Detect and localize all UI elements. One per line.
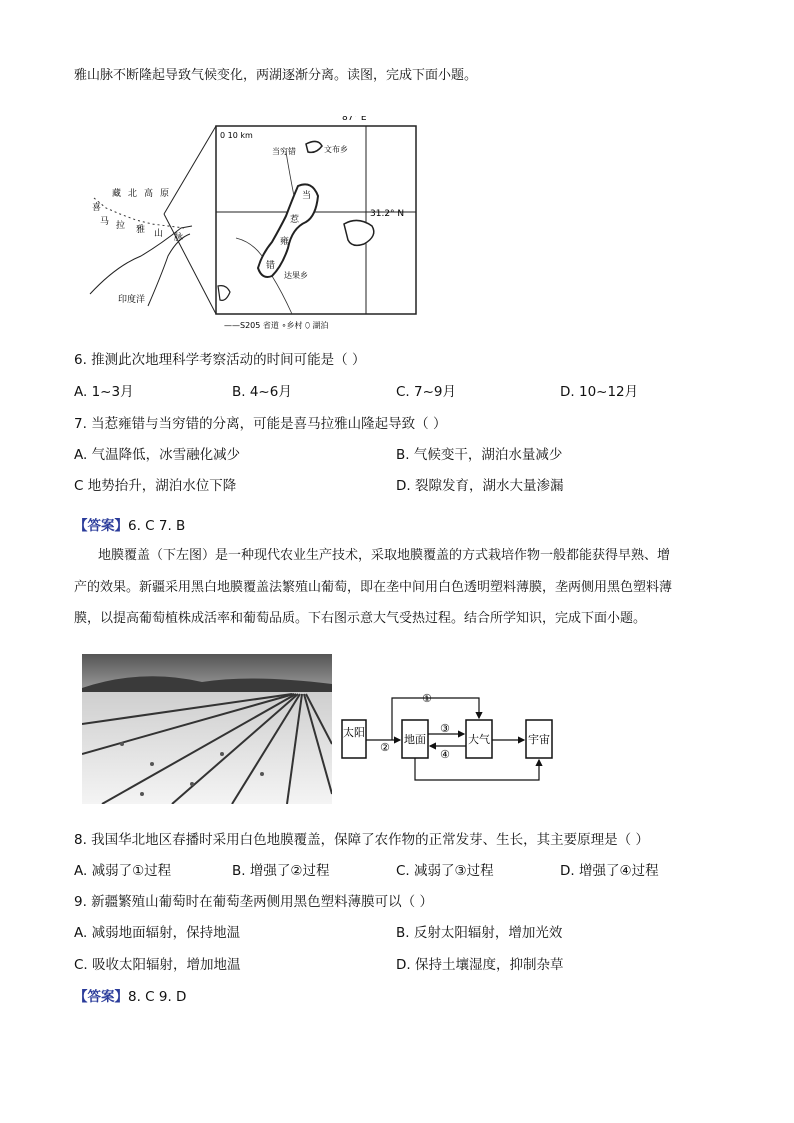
question-8-option-d: D. 增强了④过程 bbox=[560, 863, 659, 879]
question-8-option-a: A. 减弱了①过程 bbox=[74, 863, 172, 879]
question-7-option-b: B. 气候变干，湖泊水量减少 bbox=[396, 447, 563, 463]
map-label-yuan: 原 bbox=[160, 189, 170, 199]
map-legend: ——S205 省道 ∘乡村 ⬯ 湖泊 bbox=[224, 321, 329, 330]
process-2-label: ② bbox=[380, 741, 390, 754]
passage-line-3: 膜，以提高葡萄植株成活率和葡萄品质。下右图示意大气受热过程。结合所学知识，完成下面小题。 bbox=[74, 611, 647, 626]
question-6-option-a: A. 1~3月 bbox=[74, 384, 134, 400]
question-6-option-d: D. 10~12月 bbox=[560, 384, 639, 400]
map-label-indian-ocean: 印度洋 bbox=[118, 295, 146, 305]
intro-text: 雅山脉不断隆起导致气候变化，两湖逐渐分离。读图，完成下面小题。 bbox=[74, 68, 478, 83]
answer-text: 6. C 7. B bbox=[128, 518, 186, 534]
question-6-stem: 6. 推测此次地理科学考察活动的时间可能是（ ） bbox=[74, 352, 366, 368]
map-label-wenbu: 文布乡 bbox=[324, 145, 348, 154]
ground-label: 地面 bbox=[404, 733, 426, 746]
question-7-option-a: A. 气温降低，冰雪融化减少 bbox=[74, 447, 241, 463]
question-9-stem: 9. 新疆繁殖山葡萄时在葡萄垄两侧用黑色塑料薄膜可以（ ） bbox=[74, 894, 433, 910]
answer-tag: 【答案】 bbox=[74, 518, 128, 534]
answer-tag: 【答案】 bbox=[74, 989, 128, 1005]
map-label-gao: 高 bbox=[144, 189, 154, 199]
process-3-label: ③ bbox=[440, 722, 450, 735]
sun-label-text: 太阳 bbox=[343, 726, 365, 739]
question-6-option-b: B. 4~6月 bbox=[232, 384, 292, 400]
answer-8-9 bbox=[74, 985, 186, 1005]
process-4-label: ④ bbox=[440, 748, 450, 761]
atmosphere-label: 大气 bbox=[468, 733, 490, 746]
question-7-option-c: C 地势抬升，湖泊水位下降 bbox=[74, 478, 237, 494]
map-latitude-label: 31.2° N bbox=[370, 209, 405, 219]
question-8-stem: 8. 我国华北地区春播时采用白色地膜覆盖，保障了农作物的正常发芽、生长，其主要原理是（ ） bbox=[74, 832, 649, 848]
map-scale-label: 0 10 km bbox=[220, 131, 253, 140]
question-9-option-a: A. 减弱地面辐射，保持地温 bbox=[74, 925, 241, 941]
plastic-mulch-field-photo bbox=[82, 654, 332, 804]
map-longitude-label: 87° E bbox=[342, 116, 367, 123]
map-label-ya: 雅 bbox=[136, 225, 146, 235]
answer-text: 8. C 9. D bbox=[128, 989, 187, 1005]
atmosphere-heating-diagram bbox=[336, 688, 566, 788]
lake-map bbox=[86, 116, 426, 332]
map-label-zang: 藏 bbox=[112, 189, 122, 199]
universe-label: 宇宙 bbox=[528, 733, 550, 746]
map-label-dang: 当 bbox=[302, 191, 312, 201]
question-7-option-d: D. 裂隙发育，湖水大量渗漏 bbox=[396, 478, 564, 494]
map-label-shan: 山 bbox=[154, 229, 164, 239]
passage-line-2: 产的效果。新疆采用黑白地膜覆盖法繁殖山葡萄，即在垄中间用白色透明塑料薄膜，垄两侧用黑色塑料薄 bbox=[74, 580, 673, 595]
map-label-cuo: 错 bbox=[266, 261, 276, 271]
question-9-option-b: B. 反射太阳辐射，增加光效 bbox=[396, 925, 563, 941]
lake-map-figure bbox=[86, 116, 426, 332]
answer-6-7 bbox=[74, 514, 185, 534]
map-label-bei: 北 bbox=[128, 189, 138, 199]
map-label-la: 拉 bbox=[116, 221, 126, 231]
question-6-option-c: C. 7~9月 bbox=[396, 384, 456, 400]
map-label-daguo: 达果乡 bbox=[284, 271, 308, 280]
question-9-option-c: C. 吸收太阳辐射，增加地温 bbox=[74, 957, 241, 973]
question-8-option-b: B. 增强了②过程 bbox=[232, 863, 330, 879]
passage-line-1: 地膜覆盖（下左图）是一种现代农业生产技术，采取地膜覆盖的方式栽培作物一般都能获得早熟、增 bbox=[98, 548, 671, 563]
map-label-ma: 马 bbox=[100, 217, 110, 227]
map-label-dangqiongcuo: 当穷错 bbox=[272, 147, 296, 156]
question-7-stem: 7. 当惹雍错与当穷错的分离，可能是喜马拉雅山隆起导致（ ） bbox=[74, 416, 447, 432]
map-label-xi: 喜 bbox=[92, 203, 102, 213]
question-8-option-c: C. 减弱了③过程 bbox=[396, 863, 494, 879]
map-label-yong: 雍 bbox=[280, 237, 290, 247]
sun-label bbox=[343, 725, 365, 739]
map-label-mai: 脉 bbox=[174, 233, 184, 243]
process-1-label: ① bbox=[422, 692, 432, 705]
map-label-re: 惹 bbox=[290, 215, 300, 225]
question-9-option-d: D. 保持土壤湿度，抑制杂草 bbox=[396, 957, 564, 973]
